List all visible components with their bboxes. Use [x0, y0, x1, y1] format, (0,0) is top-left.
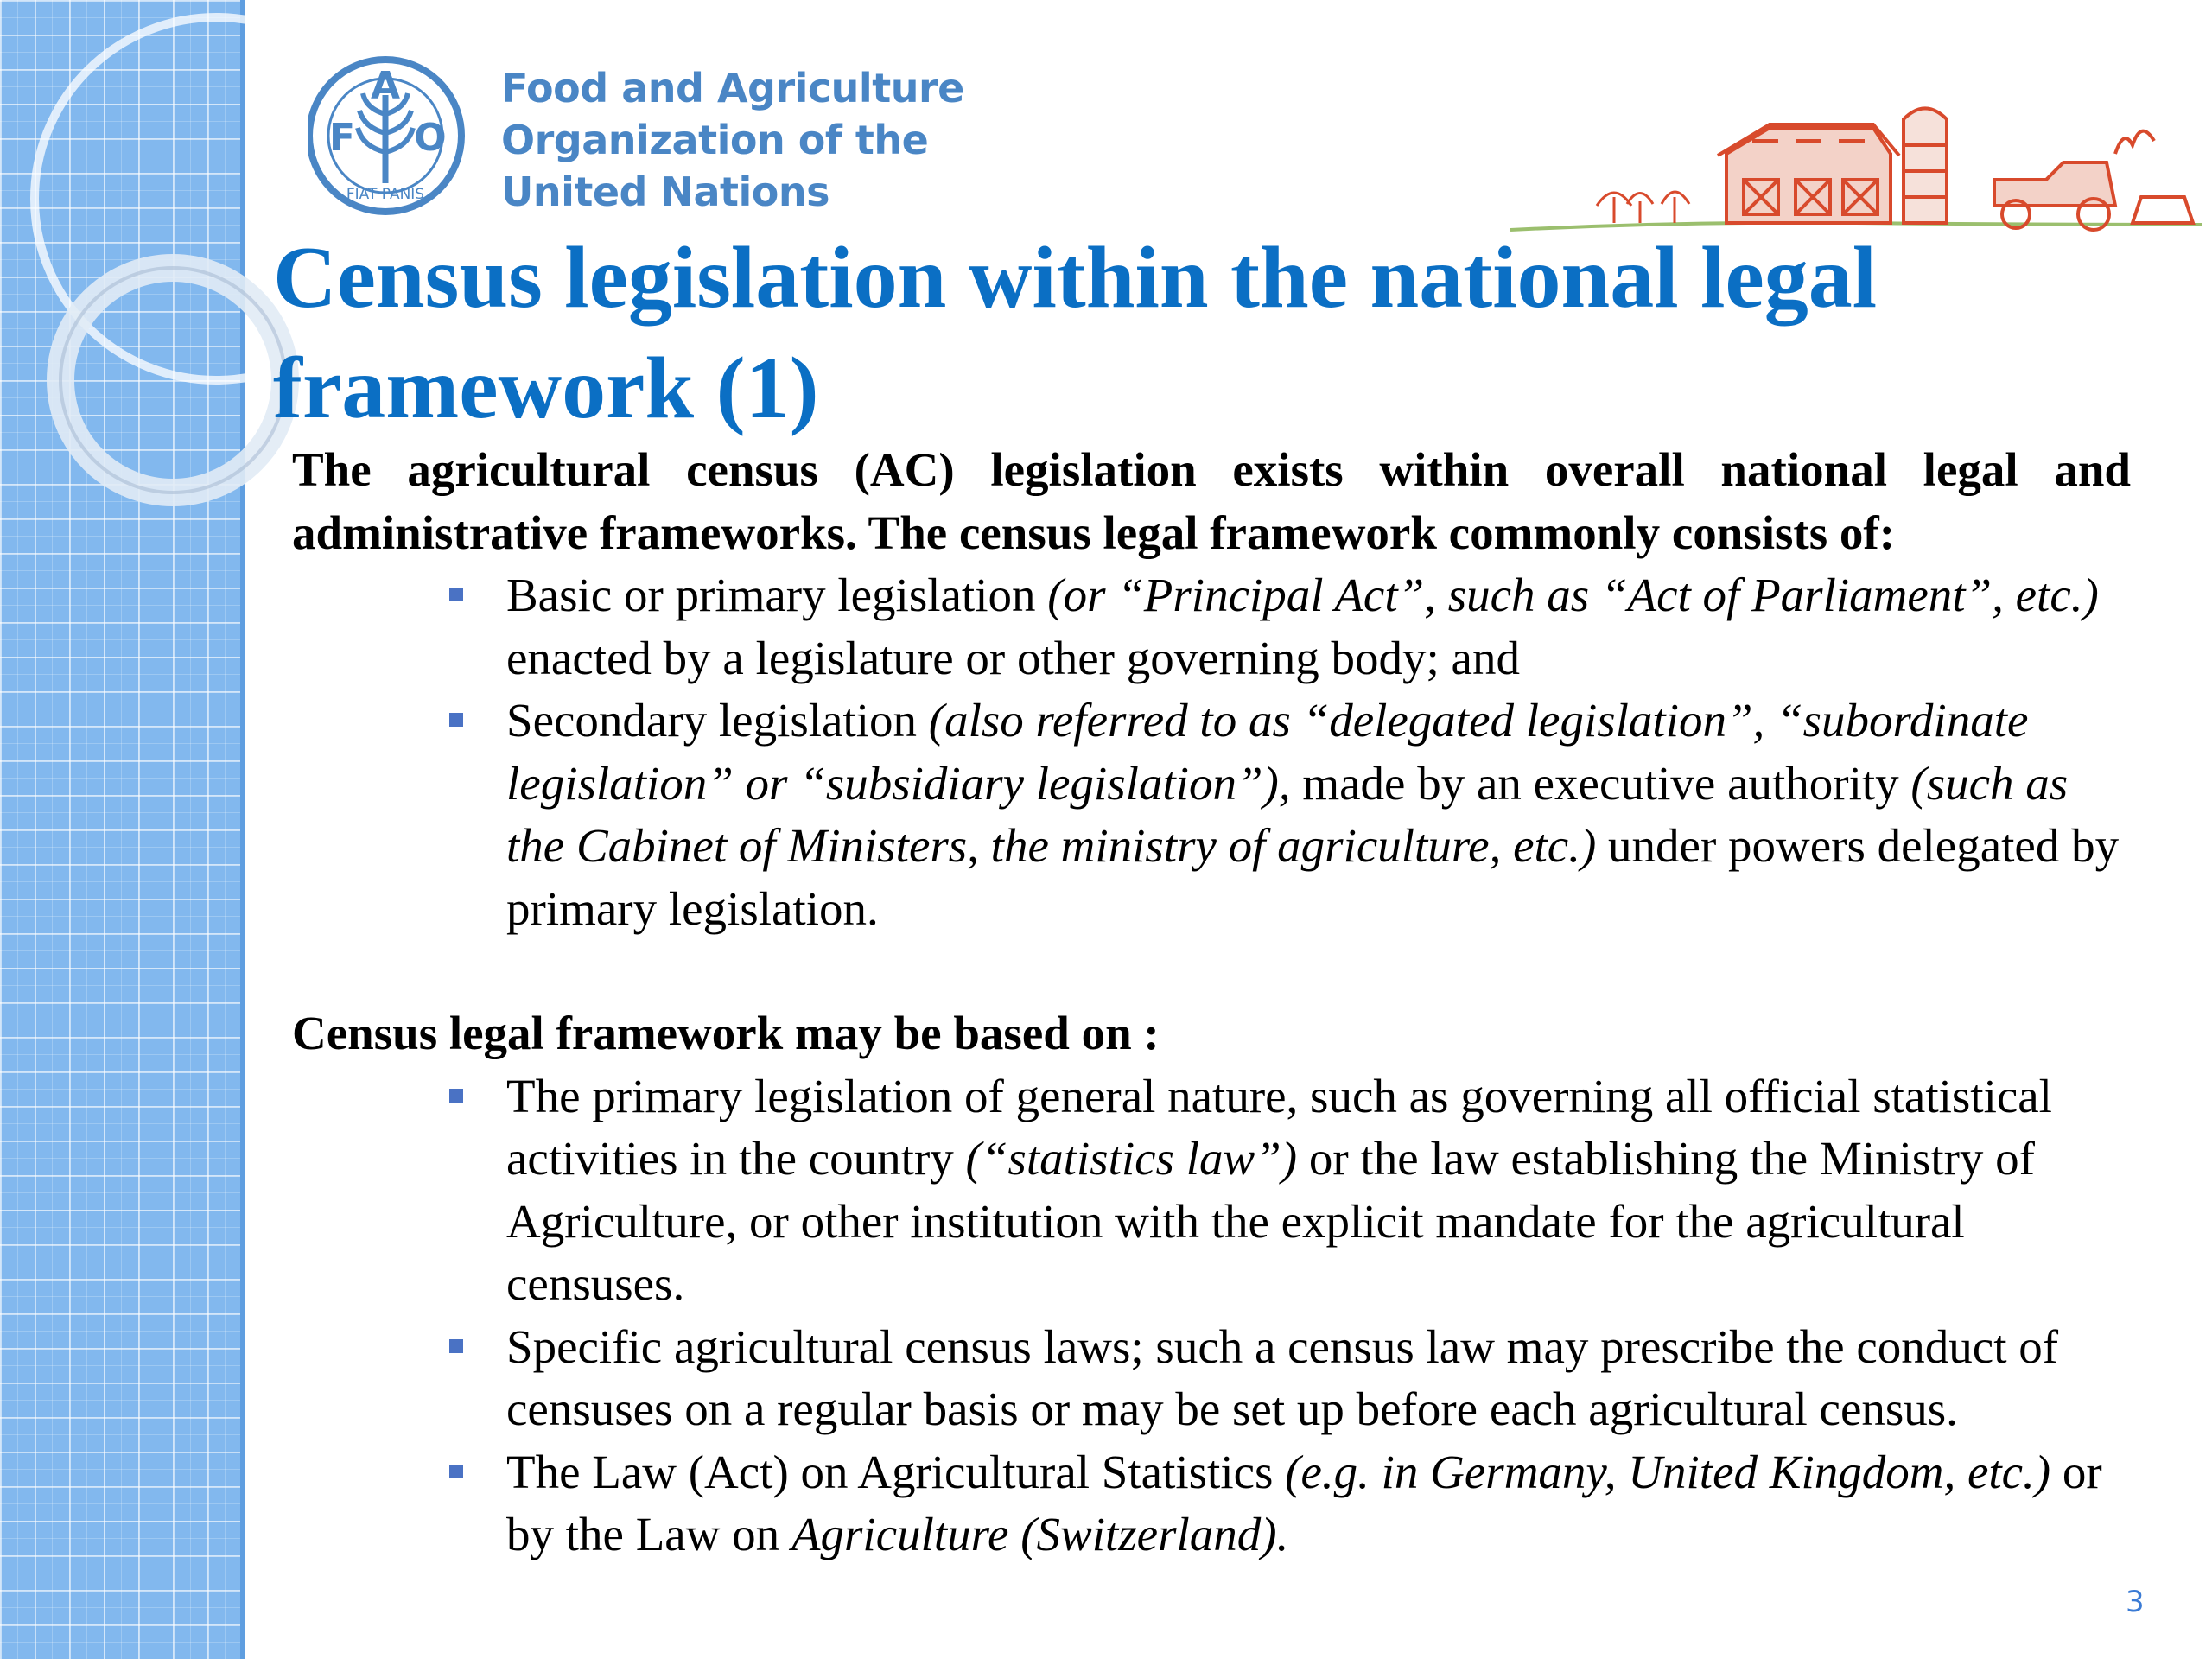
italic-text: Agriculture (Switzerland).: [791, 1508, 1289, 1560]
framework-basis-list: [292, 1065, 2131, 1567]
emblem-letter-a: A: [370, 64, 401, 108]
emblem-letter-o: O: [414, 116, 447, 160]
italic-text: (also referred to as “delegated legislation”, “subordinate legislation” or “subsidiary legislation”),: [506, 694, 2029, 810]
italic-text: (e.g. in Germany, United Kingdom, etc.): [1285, 1445, 2051, 1498]
farm-illustration: [1510, 93, 2202, 233]
square-bullet-icon: [449, 713, 463, 727]
italic-text: (such as the Cabinet of Ministers, the ministry of agriculture, etc.): [506, 756, 2069, 872]
slide-body: [292, 439, 2131, 1567]
list-item: [506, 564, 2131, 690]
square-bullet-icon: [449, 1089, 463, 1103]
page-number: 3: [2126, 1585, 2145, 1619]
emblem-motto: FIAT PANIS: [346, 186, 425, 203]
fao-emblem-icon: [309, 60, 461, 212]
section-heading: Census legal framework may be based on :: [292, 1007, 1160, 1059]
italic-text: (“statistics law”): [965, 1132, 1298, 1185]
tractor-icon: [1994, 131, 2193, 230]
list-item: [506, 1316, 2131, 1441]
text-run: made by an executive authority: [1290, 756, 1911, 810]
text-run: under powers delegated by primary legislation.: [506, 819, 2120, 935]
square-bullet-icon: [449, 1465, 463, 1478]
intro-paragraph: The agricultural census (AC) legislation exists within overall national legal and administrative frameworks. The census legal framework commonly consists of:: [292, 443, 2131, 559]
framework-components-list: [292, 564, 2131, 940]
text-run: The Law (Act) on Agricultural Statistics: [506, 1445, 1286, 1498]
text-run: Basic or primary legislation: [506, 569, 1048, 621]
slide-title: Census legislation within the national legal framework (1): [273, 229, 1878, 437]
text-run: Secondary legislation: [506, 694, 929, 747]
trees-icon: [1597, 192, 1689, 223]
list-item: [506, 1065, 2131, 1316]
italic-text: (or “Principal Act”, such as “Act of Parliament”, etc.): [1047, 569, 2099, 621]
text-run: or by the Law on: [506, 1445, 2102, 1560]
organization-name: [501, 62, 964, 218]
text-run: or the law establishing the Ministry of Agriculture, or other institution with the explicit mandate for the agricultural censuses.: [506, 1132, 2035, 1310]
org-name-line-3: United Nations: [501, 168, 830, 215]
text-run: Specific agricultural census laws; such a census law may prescribe the conduct of censuses on a regular basis or may be set up before each agricultural census.: [506, 1319, 2059, 1435]
org-name-line-2: Organization of the: [501, 117, 929, 163]
text-run: enacted by a legislature or other governing body; and: [506, 631, 1520, 684]
square-bullet-icon: [449, 1339, 463, 1353]
list-item: [506, 690, 2131, 940]
silo-icon: [1904, 109, 1947, 224]
emblem-letter-f: F: [328, 116, 356, 160]
text-run: The primary legislation of general nature, such as governing all official statistical activities in the country: [506, 1069, 2052, 1185]
list-item: [506, 1441, 2131, 1567]
org-name-line-1: Food and Agriculture: [501, 65, 964, 111]
barn-icon: [1718, 124, 1899, 223]
square-bullet-icon: [449, 588, 463, 601]
